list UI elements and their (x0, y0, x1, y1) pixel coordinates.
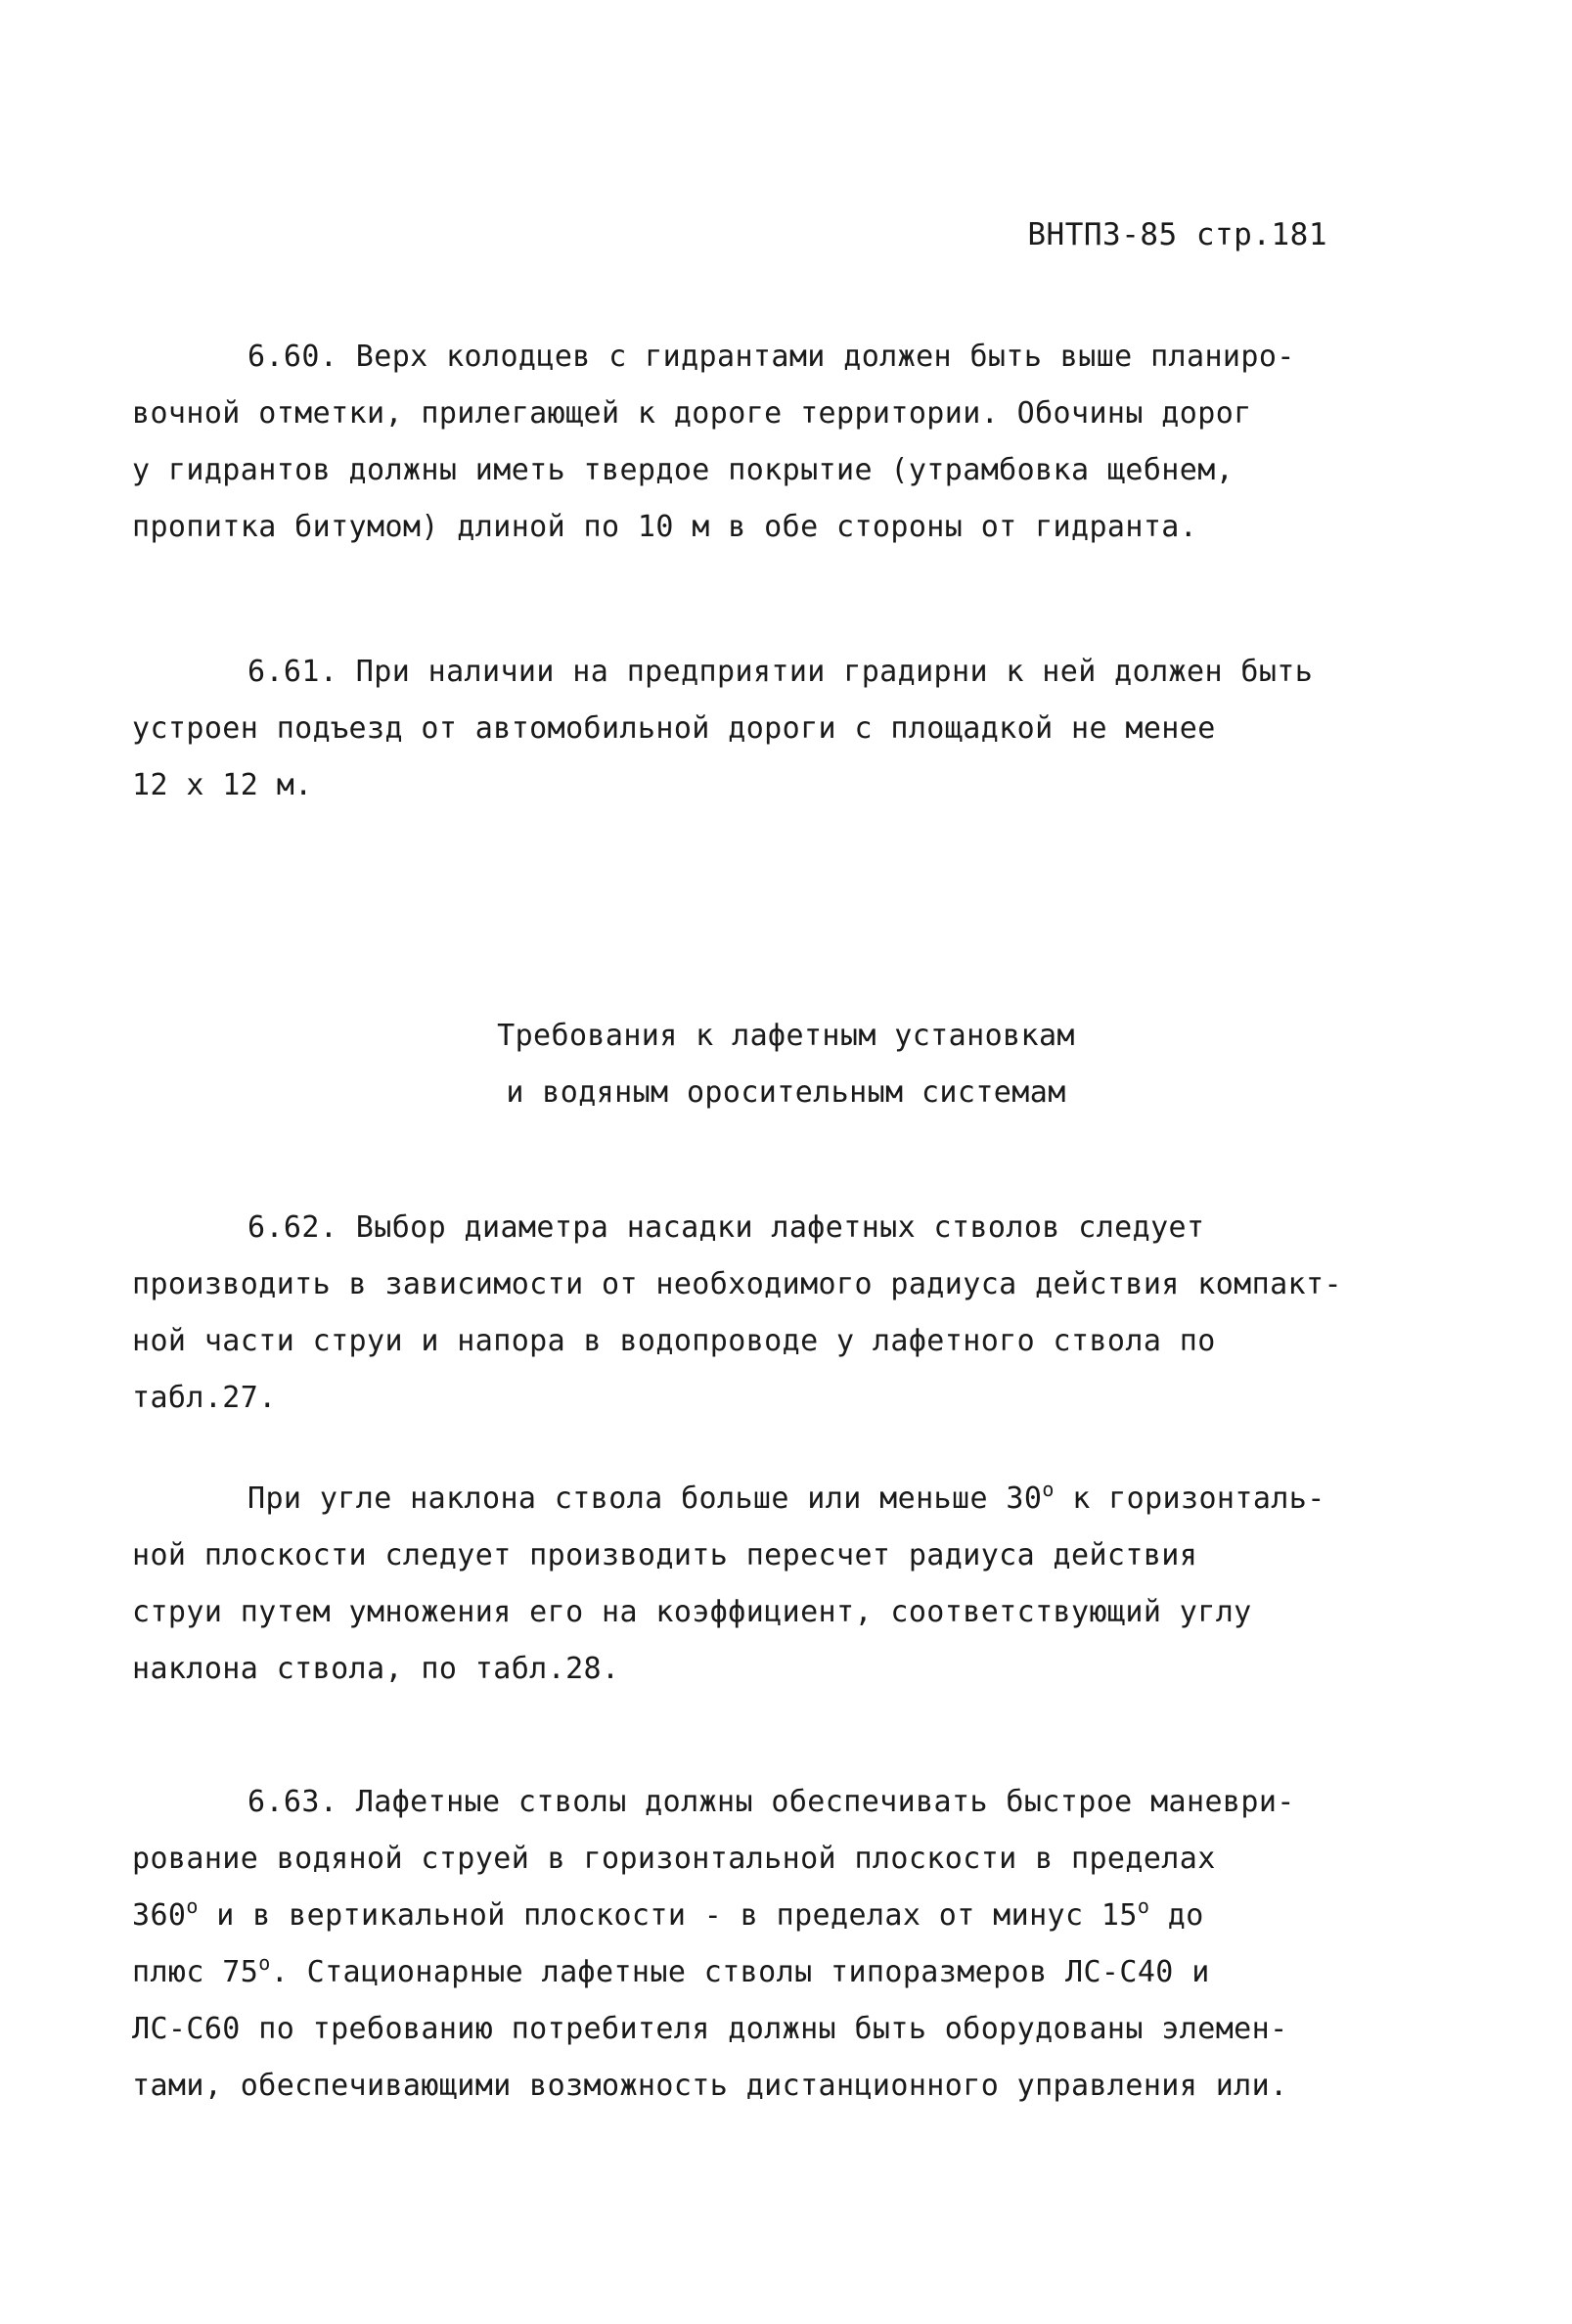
paragraph-line: наклона ствола, по табл.28. (132, 1652, 620, 1686)
text-run: к горизонталь- (1054, 1481, 1325, 1516)
degree-sign: о (186, 1894, 199, 1918)
heading-line: Требования к лафетным установкам (497, 1019, 1075, 1053)
paragraph-line (132, 1944, 1423, 2001)
text-run: При угле наклона ствола больше или меньше 30 (247, 1481, 1043, 1516)
paragraph-line: 6.63. Лафетные стволы должны обеспечивать быстрое маневри- (247, 1785, 1295, 1819)
paragraph-6-62-continued (132, 1471, 1423, 1698)
text-run: и в вертикальной плоскости - в пределах от минус 15 (198, 1898, 1138, 1933)
degree-sign: о (258, 1951, 271, 1975)
paragraph-line (132, 1471, 1423, 1527)
paragraph-6-62 (132, 1200, 1423, 1427)
paragraph-line (132, 1888, 1423, 1944)
paragraph-line: производить в зависимости от необходимого радиуса действия компакт- (132, 1267, 1342, 1301)
text-run: плюс 75 (132, 1955, 259, 1989)
text-run: до (1149, 1898, 1204, 1933)
paragraph-line: табл.27. (132, 1381, 277, 1415)
paragraph-line: у гидрантов должны иметь твердое покрытие (утрамбовка щебнем, (132, 453, 1235, 487)
paragraph-line: ЛС-С60 по требованию потребителя должны быть оборудованы элемен- (132, 2012, 1288, 2046)
paragraph-6-61 (132, 644, 1423, 814)
paragraph-6-63 (132, 1774, 1423, 2115)
text-run: . Стационарные лафетные стволы типоразмеров ЛС-С40 и (270, 1955, 1210, 1989)
paragraph-line: 6.60. Верх колодцев с гидрантами должен быть выше планиро- (247, 340, 1295, 374)
paragraph-line: вочной отметки, прилегающей к дороге территории. Обочины дорог (132, 396, 1252, 431)
page-header: ВНТПЗ-85 стр.181 (1027, 217, 1327, 252)
paragraph-line: пропитка битумом) длиной по 10 м в обе стороны от гидранта. (132, 510, 1198, 544)
paragraph-line: рование водяной струей в горизонтальной плоскости в пределах (132, 1842, 1216, 1876)
paragraph-line: 6.61. При наличии на предприятии градирни к ней должен быть (247, 655, 1314, 689)
paragraph-line: ной плоскости следует производить пересчет радиуса действия (132, 1538, 1198, 1572)
paragraph-line: струи путем умножения его на коэффициент, соответствующий углу (132, 1595, 1252, 1629)
paragraph-line: тами, обеспечивающими возможность дистанционного управления или. (132, 2069, 1288, 2103)
paragraph-line: ной части струи и напора в водопроводе у лафетного ствола по (132, 1324, 1216, 1358)
paragraph-line: 12 х 12 м. (132, 768, 313, 802)
paragraph-line: 6.62. Выбор диаметра насадки лафетных стволов следует (247, 1210, 1205, 1245)
paragraph-line: устроен подъезд от автомобильной дороги с площадкой не менее (132, 711, 1216, 746)
degree-sign: о (1137, 1894, 1150, 1918)
heading-line: и водяным оросительным системам (506, 1075, 1066, 1110)
text-run: 360 (132, 1898, 187, 1933)
degree-sign: о (1042, 1478, 1055, 1501)
section-heading (0, 1008, 1572, 1121)
paragraph-6-60 (132, 329, 1423, 556)
